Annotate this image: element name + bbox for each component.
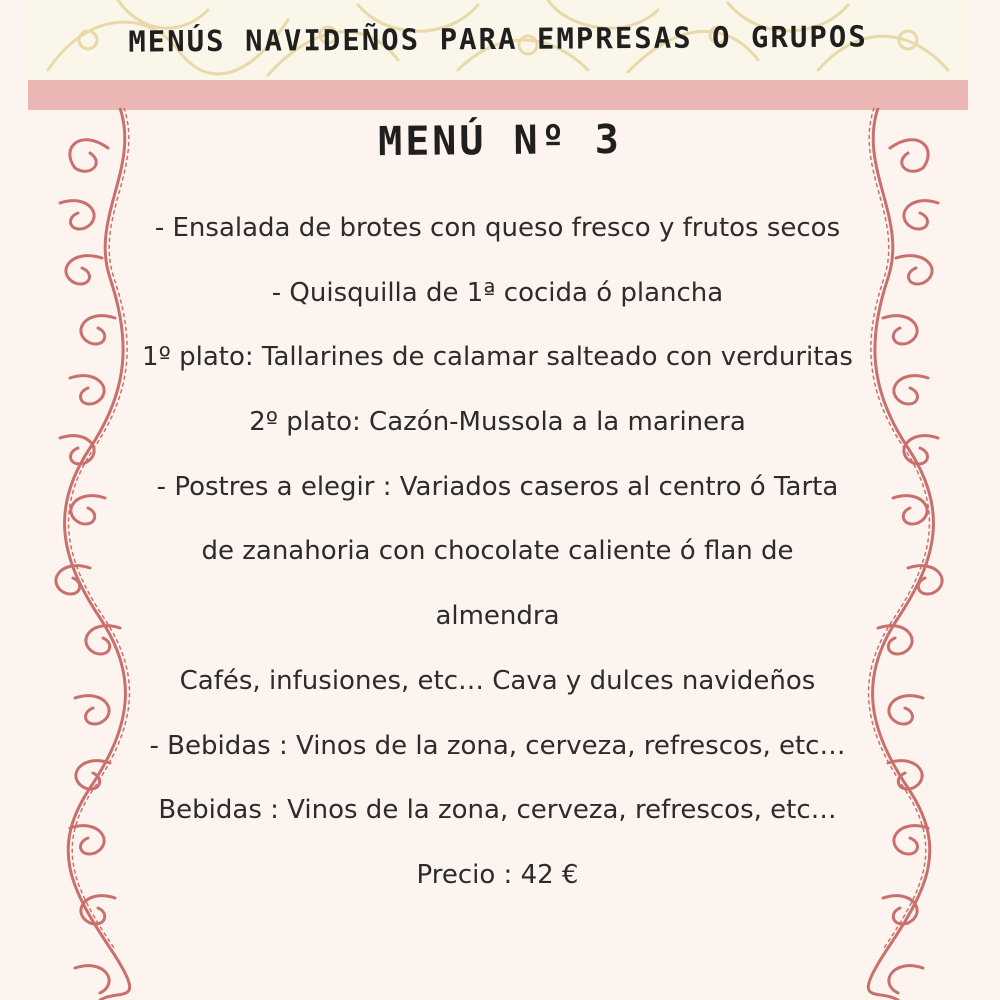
header-banner	[28, 0, 968, 80]
menu-line: - Ensalada de brotes con queso fresco y frutos secos	[154, 213, 841, 243]
pink-divider-band	[28, 80, 968, 110]
menu-heading: MENÚ Nº 3	[377, 116, 623, 166]
menu-line: 1º plato: Tallarines de calamar salteado con verduritas	[142, 342, 853, 373]
menu-line: Bebidas : Vinos de la zona, cerveza, refrescos, etc…	[158, 795, 837, 826]
floral-vine-border-right	[848, 108, 968, 1000]
menu-line: de zanahoria con chocolate caliente ó flan de	[201, 536, 794, 567]
menu-line: - Bebidas : Vinos de la zona, cerveza, refrescos, etc…	[149, 730, 846, 761]
price-line: Precio : 42 €	[416, 859, 579, 890]
menu-list	[130, 196, 865, 908]
menu-line: - Quisquilla de 1ª cocida ó plancha	[271, 277, 724, 308]
menu-line: Cafés, infusiones, etc… Cava y dulces navideños	[179, 665, 816, 696]
menu-line: 2º plato: Cazón-Mussola a la marinera	[249, 407, 746, 438]
menu-line: - Postres a elegir : Variados caseros al centro ó Tarta	[156, 471, 839, 502]
banner-title: MENÚS NAVIDEÑOS PARA EMPRESAS O GRUPOS	[128, 19, 868, 59]
menu-line: almendra	[435, 601, 560, 632]
